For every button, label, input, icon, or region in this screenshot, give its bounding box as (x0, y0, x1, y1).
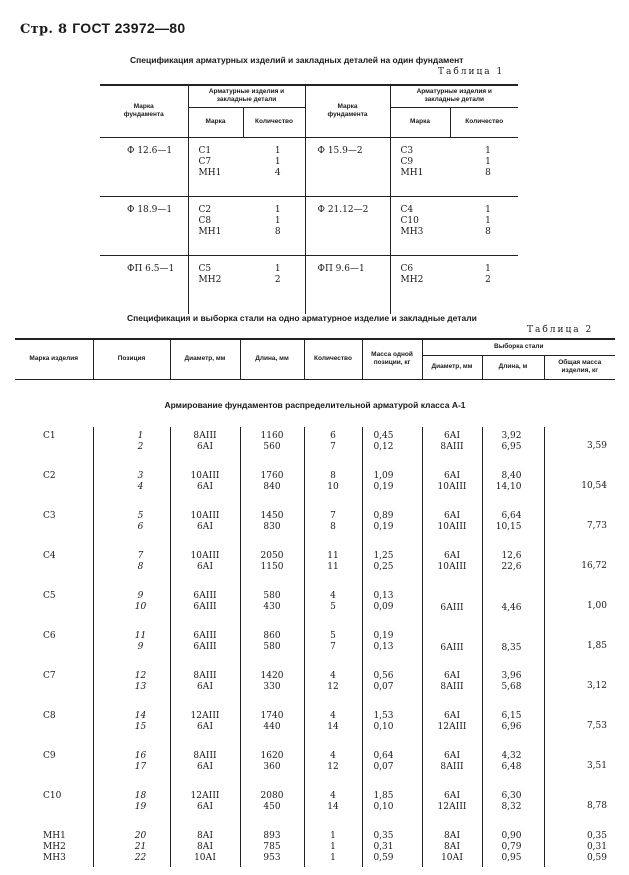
position: 16 17 (93, 747, 170, 787)
selection-length: 4,32 6,48 (482, 747, 544, 787)
t1-sub-mark-right: Марка (390, 107, 450, 137)
selection-diameter: 6АI 8АIII (422, 667, 482, 707)
t1-row: ФП 6.5—1 С5 МН2 1 2 ФП 9.6—1 С6 МН2 1 2 (100, 255, 518, 314)
t2-header-diameter: Диаметр, мм (170, 339, 240, 379)
selection-length: 3,92 6,95 (482, 427, 544, 467)
table-row (15, 827, 615, 867)
quantity: 4 5 (304, 587, 362, 627)
table1-label: Таблица 1 (438, 67, 505, 77)
position: 9 10 (93, 587, 170, 627)
selection-diameter: 6АI 10АIII (422, 507, 482, 547)
diameter: 6АIII 6АIII (170, 627, 240, 667)
position: 3 4 (93, 467, 170, 507)
total-mass: 0,35 0,31 0,59 (544, 827, 615, 867)
t2-header-unit-mass: Масса одной позиции, кг (362, 339, 422, 379)
item-mark: С10 (43, 790, 62, 801)
unit-mass: 0,35 0,31 0,59 (362, 827, 422, 867)
t1-row: Ф 18.9—1 С2 С8 МН1 1 1 8 Ф 21.12—2 С4 С10 МН3 1 1 8 (100, 196, 518, 255)
total-mass: 3,59 (544, 427, 615, 467)
t2-header-item-mark: Марка изделия (15, 339, 93, 379)
unit-mass: 0,13 0,09 (362, 587, 422, 627)
diameter: 8АIII 6АI (170, 747, 240, 787)
length: 2080 450 (240, 787, 304, 827)
table-row (15, 787, 615, 827)
selection-diameter: 6АI 10АIII (422, 467, 482, 507)
quantity: 7 8 (304, 507, 362, 547)
position: 5 6 (93, 507, 170, 547)
length: 580 430 (240, 587, 304, 627)
page-header (20, 20, 185, 37)
item-mark: С6 (43, 630, 56, 641)
t1-mark: Ф 18.9—1 (100, 196, 188, 255)
table-row (15, 667, 615, 707)
t1-mark: Ф 15.9—2 (305, 137, 390, 196)
diameter: 12АIII 6АI (170, 787, 240, 827)
t1-mark: Ф 12.6—1 (100, 137, 188, 196)
t2-header-selection: Выборка стали (422, 339, 615, 355)
t2-header-sel-diameter: Диаметр, мм (422, 355, 482, 379)
item-mark: С5 (43, 590, 56, 601)
page-number: Стр. 8 (20, 22, 68, 37)
position: 18 19 (93, 787, 170, 827)
quantity: 4 14 (304, 787, 362, 827)
selection-diameter: 6АI 8АIII (422, 747, 482, 787)
total-mass: 7,53 (544, 707, 615, 747)
unit-mass: 0,89 0,19 (362, 507, 422, 547)
t1-header-group-left: Арматурные изделия и закладные детали (188, 85, 305, 107)
t1-header-mark-left: Марка фундамента (100, 85, 188, 137)
selection-length: 6,30 8,32 (482, 787, 544, 827)
unit-mass: 0,56 0,07 (362, 667, 422, 707)
position: 12 13 (93, 667, 170, 707)
t1-mark: ФП 9.6—1 (305, 255, 390, 314)
diameter: 8АIII 6АI (170, 427, 240, 467)
total-mass: 10,54 (544, 467, 615, 507)
table-row (15, 747, 615, 787)
position: 1 2 (93, 427, 170, 467)
diameter: 10АIII 6АI (170, 467, 240, 507)
t1-sub-qty-right: Количество (450, 107, 518, 137)
t2-header-total-mass: Общая масса изделия, кг (544, 355, 615, 379)
selection-length: 12,6 22,6 (482, 547, 544, 587)
position: 14 15 (93, 707, 170, 747)
selection-diameter: 8АI 8АI 10АI (422, 827, 482, 867)
table-row (15, 467, 615, 507)
quantity: 11 11 (304, 547, 362, 587)
t2-header-position: Позиция (93, 339, 170, 379)
selection-diameter: 6АI 12АIII (422, 707, 482, 747)
total-mass: 3,51 (544, 747, 615, 787)
length: 1420 330 (240, 667, 304, 707)
table-row (15, 427, 615, 467)
t2-subheading: Армирование фундаментов распределительной арматурой класса А-1 (164, 399, 466, 410)
t1-sub-qty-left: Количество (243, 107, 305, 137)
t1-mark: Ф 21.12—2 (305, 196, 390, 255)
selection-diameter: 6АI 8АIII (422, 427, 482, 467)
unit-mass: 1,09 0,19 (362, 467, 422, 507)
total-mass: 7,73 (544, 507, 615, 547)
length: 1160 560 (240, 427, 304, 467)
item-mark: С8 (43, 710, 56, 721)
selection-length: 3,96 5,68 (482, 667, 544, 707)
quantity: 4 14 (304, 707, 362, 747)
total-mass: 3,12 (544, 667, 615, 707)
length: 1760 840 (240, 467, 304, 507)
item-mark: С7 (43, 670, 56, 681)
selection-diameter: 6АIII (422, 587, 482, 627)
diameter: 8АIII 6АI (170, 667, 240, 707)
table-row (15, 707, 615, 747)
selection-length: 8,40 14,10 (482, 467, 544, 507)
unit-mass: 1,85 0,10 (362, 787, 422, 827)
t2-header-length: Длина, мм (240, 339, 304, 379)
standard-number: ГОСТ 23972—80 (72, 20, 186, 36)
item-mark: С1 (43, 430, 56, 441)
length: 1450 830 (240, 507, 304, 547)
position: 11 9 (93, 627, 170, 667)
total-mass: 1,00 (544, 587, 615, 627)
selection-length: 8,35 (482, 627, 544, 667)
table-row (15, 547, 615, 587)
item-mark: С9 (43, 750, 56, 761)
item-mark: С4 (43, 550, 56, 561)
unit-mass: 0,45 0,12 (362, 427, 422, 467)
length: 1740 440 (240, 707, 304, 747)
item-mark: С2 (43, 470, 56, 481)
diameter: 6АIII 6АIII (170, 587, 240, 627)
selection-length: 6,64 10,15 (482, 507, 544, 547)
total-mass: 16,72 (544, 547, 615, 587)
t1-mark: ФП 6.5—1 (127, 263, 175, 274)
unit-mass: 0,19 0,13 (362, 627, 422, 667)
t1-header-group-right: Арматурные изделия и закладные детали (390, 85, 518, 107)
table-row (15, 627, 615, 667)
quantity: 4 12 (304, 667, 362, 707)
table-row (15, 507, 615, 547)
selection-length: 0,90 0,79 0,95 (482, 827, 544, 867)
t1-row: Ф 12.6—1 С1 С7 МН1 1 1 4 Ф 15.9—2 С3 С9 МН1 1 1 8 (100, 137, 518, 196)
quantity: 6 7 (304, 427, 362, 467)
diameter: 10АIII 6АI (170, 547, 240, 587)
length: 1620 360 (240, 747, 304, 787)
table1 (100, 84, 518, 314)
selection-diameter: 6АI 10АIII (422, 547, 482, 587)
unit-mass: 1,25 0,25 (362, 547, 422, 587)
diameter: 10АIII 6АI (170, 507, 240, 547)
selection-length: 4,46 (482, 587, 544, 627)
unit-mass: 1,53 0,10 (362, 707, 422, 747)
length: 2050 1150 (240, 547, 304, 587)
item-mark: С3 (43, 510, 56, 521)
total-mass: 8,78 (544, 787, 615, 827)
position: 20 21 22 (93, 827, 170, 867)
t2-header-quantity: Количество (304, 339, 362, 379)
table2 (15, 338, 615, 867)
position: 7 8 (93, 547, 170, 587)
item-mark: МН1 МН2 МН3 (43, 830, 66, 863)
quantity: 5 7 (304, 627, 362, 667)
quantity: 4 12 (304, 747, 362, 787)
t1-header-mark-right: Марка фундамента (305, 85, 390, 137)
t1-sub-mark-left: Марка (188, 107, 243, 137)
quantity: 1 1 1 (304, 827, 362, 867)
length: 893 785 953 (240, 827, 304, 867)
selection-diameter: 6АI 12АIII (422, 787, 482, 827)
quantity: 8 10 (304, 467, 362, 507)
diameter: 8АI 8АI 10АI (170, 827, 240, 867)
table2-label: Таблица 2 (527, 325, 594, 335)
length: 860 580 (240, 627, 304, 667)
unit-mass: 0,64 0,07 (362, 747, 422, 787)
selection-length: 6,15 6,96 (482, 707, 544, 747)
table2-caption: Спецификация и выборка стали на одно арматурное изделие и закладные детали (127, 313, 477, 323)
selection-diameter: 6АIII (422, 627, 482, 667)
table1-caption: Спецификация арматурных изделий и закладных деталей на один фундамент (130, 55, 464, 65)
t2-header-sel-length: Длина, м (482, 355, 544, 379)
diameter: 12АIII 6АI (170, 707, 240, 747)
table-row (15, 587, 615, 627)
total-mass: 1,85 (544, 627, 615, 667)
